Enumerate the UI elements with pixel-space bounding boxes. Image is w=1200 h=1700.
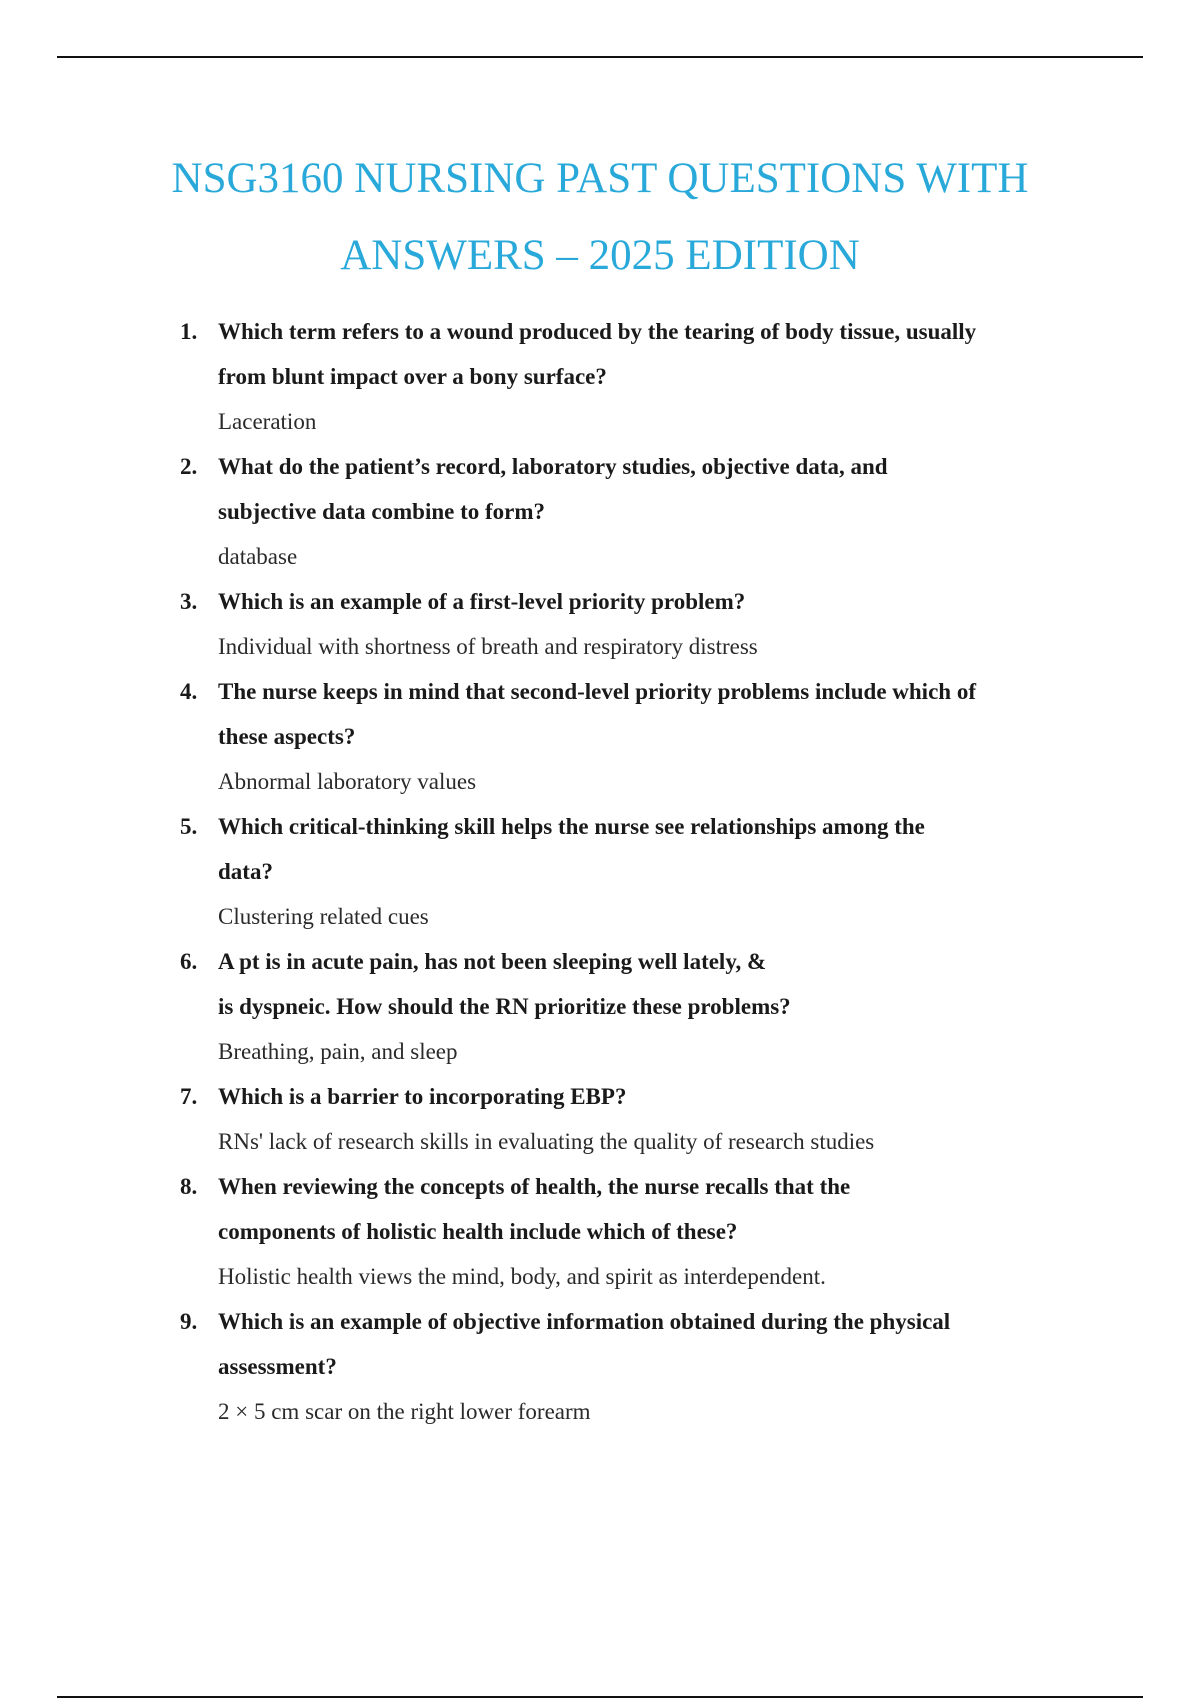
question-line: Which term refers to a wound produced by the tearing of body tissue, usually (218, 319, 977, 344)
question-line: The nurse keeps in mind that second-level priority problems include which of (218, 679, 976, 704)
question-line: A pt is in acute pain, has not been sleeping well lately, & (218, 949, 767, 974)
question-item (0, 1299, 1200, 1434)
answer-text: Clustering related cues (218, 904, 429, 929)
answer-text: Laceration (218, 409, 317, 434)
question-number: 2. (180, 454, 198, 479)
answer-text: database (218, 544, 298, 569)
question-line: subjective data combine to form? (218, 499, 546, 524)
answer-text: 2 × 5 cm scar on the right lower forearm (218, 1399, 591, 1424)
question-text (218, 1299, 1098, 1389)
answer-text: Holistic health views the mind, body, and spirit as interdependent. (218, 1264, 826, 1289)
question-text (218, 804, 1098, 894)
question-item (0, 1074, 1200, 1164)
question-text (218, 444, 1098, 534)
document-title (80, 140, 1120, 294)
answer-text: Breathing, pain, and sleep (218, 1039, 458, 1064)
question-line: these aspects? (218, 724, 356, 749)
question-line: When reviewing the concepts of health, the nurse recalls that the (218, 1174, 851, 1199)
question-number: 4. (180, 679, 198, 704)
question-item (0, 309, 1200, 444)
question-line: Which is an example of objective information obtained during the physical (218, 1309, 951, 1334)
question-number: 3. (180, 589, 198, 614)
question-number: 7. (180, 1084, 198, 1109)
question-line: Which is an example of a first-level priority problem? (218, 589, 746, 614)
question-item (0, 444, 1200, 579)
question-line: What do the patient’s record, laboratory studies, objective data, and (218, 454, 888, 479)
question-number: 5. (180, 814, 198, 839)
question-line: components of holistic health include which of these? (218, 1219, 738, 1244)
question-item (0, 579, 1200, 669)
bottom-rule (57, 1696, 1143, 1698)
question-text (218, 939, 1098, 1029)
answer-text: Abnormal laboratory values (218, 769, 477, 794)
question-line: is dyspneic. How should the RN prioritize these problems? (218, 994, 791, 1019)
question-number: 9. (180, 1309, 198, 1334)
question-line: from blunt impact over a bony surface? (218, 364, 607, 389)
question-item (0, 1164, 1200, 1299)
question-item (0, 939, 1200, 1074)
question-list (0, 309, 1200, 1434)
answer-text: Individual with shortness of breath and respiratory distress (218, 634, 758, 659)
question-line: Which is a barrier to incorporating EBP? (218, 1084, 627, 1109)
question-line: Which critical-thinking skill helps the nurse see relationships among the (218, 814, 925, 839)
document-title-line-1: NSG3160 NURSING PAST QUESTIONS WITH (171, 155, 1029, 202)
question-item (0, 804, 1200, 939)
question-text (218, 669, 1098, 759)
question-text (218, 579, 1098, 624)
question-number: 6. (180, 949, 198, 974)
top-rule (57, 56, 1143, 58)
question-item (0, 669, 1200, 804)
question-number: 8. (180, 1174, 198, 1199)
question-text (218, 1164, 1098, 1254)
question-text (218, 309, 1098, 399)
question-line: data? (218, 859, 273, 884)
question-text (218, 1074, 1098, 1119)
answer-text: RNs' lack of research skills in evaluating the quality of research studies (218, 1129, 875, 1154)
question-number: 1. (180, 319, 198, 344)
document-title-line-2: ANSWERS – 2025 EDITION (340, 232, 860, 279)
question-line: assessment? (218, 1354, 337, 1379)
